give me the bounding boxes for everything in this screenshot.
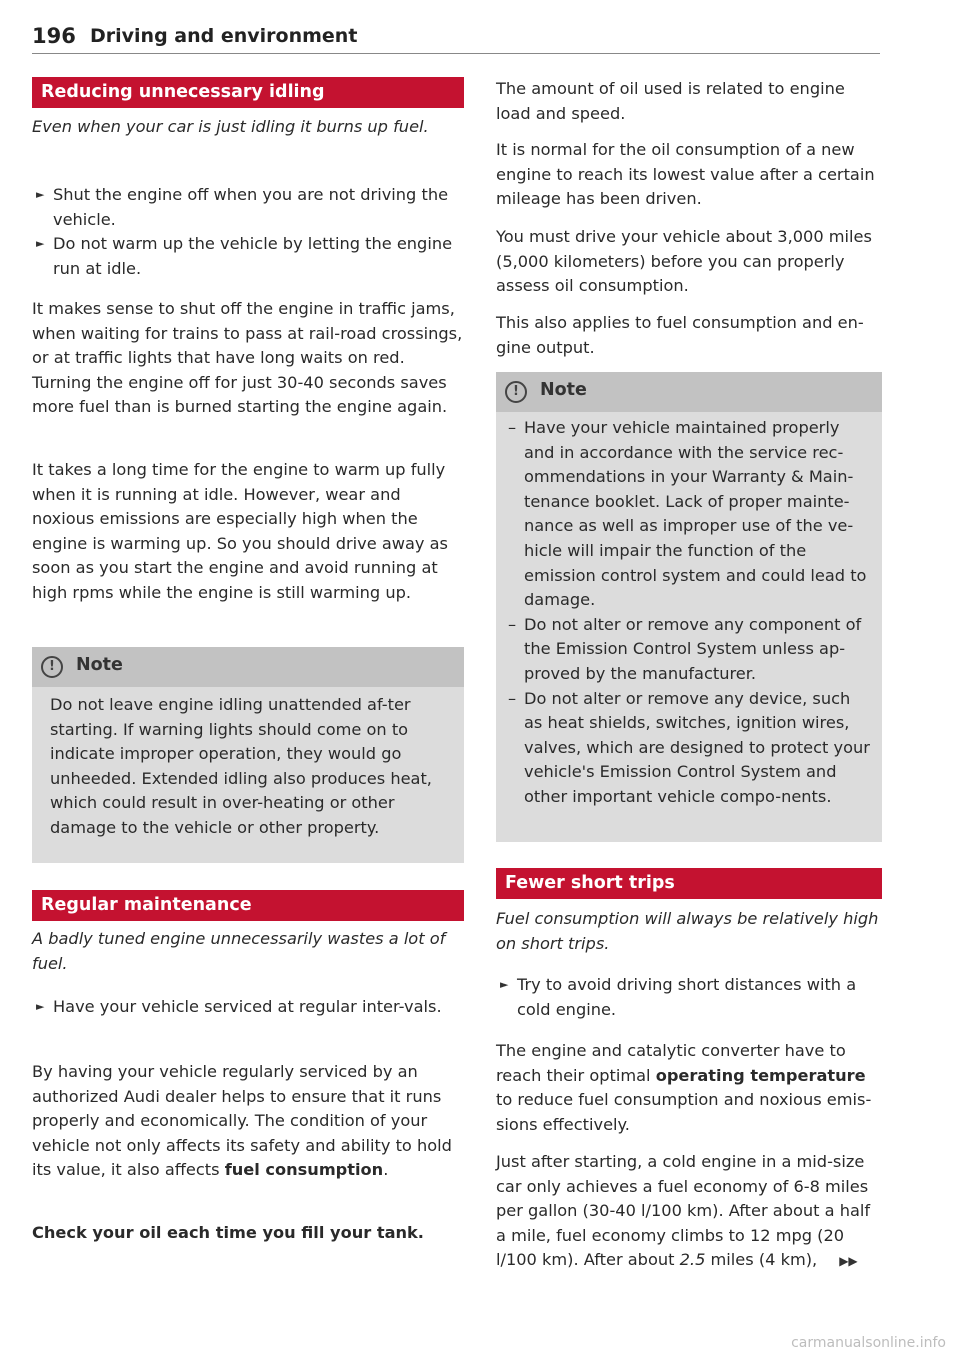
list-item: ► Shut the engine off when you are not driving the vehicle. — [36, 185, 449, 229]
watermark: carmanualsonline.info — [791, 1335, 946, 1351]
paragraph: The engine and catalytic converter have to reach their optimal operating temperature to reduce fuel consumption and noxious emis-sions effectively. — [496, 1041, 872, 1134]
list-item: – Have your vehicle maintained properly and in accordance with the service rec-ommendations in your Warranty & Main-tenance booklet. Lack of proper mainte-nance as well as improper use of the ve-hicle will impair the function of the emission control system and could lead to damage. — [508, 418, 867, 610]
note-list — [508, 416, 870, 810]
list-item: – Do not alter or remove any device, such as heat shields, switches, ignition wires, valves, which are designed to protect your vehicle's Emission Control System and other important vehicle compo-nents. — [508, 688, 870, 806]
paragraph: This also applies to fuel consumption and en-gine output. — [496, 313, 864, 357]
note-header — [32, 647, 464, 687]
list-item: ► Have your vehicle serviced at regular inter-vals. — [32, 995, 464, 1020]
note-title: Note — [76, 655, 123, 675]
header-divider — [32, 53, 880, 54]
note-box — [496, 372, 882, 842]
bullet-arrow-icon: ► — [36, 1000, 45, 1013]
paragraph: By having your vehicle regularly serviced by an authorized Audi dealer helps to ensure that it runs properly and economically. The condition of your vehicle not only affects its safety and ability to hold its value, it also affects fuel consumption. — [32, 1062, 452, 1180]
info-circle-icon: ! — [41, 656, 63, 678]
list-item: – Do not alter or remove any component of the Emission Control System unless ap-proved by the manufacturer. — [508, 614, 862, 683]
section-heading-idling: Reducing unnecessary idling — [32, 77, 464, 108]
section-intro-idling: Even when your car is just idling it burns up fuel. — [32, 117, 429, 136]
paragraph-bold: Check your oil each time you fill your tank. — [32, 1223, 424, 1242]
paragraph: You must drive your vehicle about 3,000 miles (5,000 kilometers) before you can properly assess oil consumption. — [496, 227, 872, 296]
note-text: Do not leave engine idling unattended af-ter starting. If warning lights should come on to indicate improper operation, they would go unheeded. Extended idling also produces heat, which could result in over-heating or other damage to the vehicle or other property. — [50, 695, 432, 837]
bullet-arrow-icon: ► — [36, 237, 45, 250]
list-item: ► Try to avoid driving short distances with a cold engine. — [500, 975, 857, 1019]
chapter-title: Driving and environment — [90, 25, 358, 47]
paragraph: Just after starting, a cold engine in a mid-size car only achieves a fuel economy of 6-8 miles per gallon (30-40 l/100 km). After about a half a mile, fuel economy climbs to 12 mpg (20 l/100 km). After about 2.5 miles (4 km), ▶▶ — [496, 1152, 871, 1270]
section-intro-short-trips: Fuel consumption will always be relatively high on short trips. — [496, 909, 879, 953]
continued-arrow-icon: ▶▶ — [839, 1254, 858, 1269]
page-header — [32, 24, 880, 54]
paragraph: It takes a long time for the engine to warm up fully when it is running at idle. However, wear and noxious emissions are especially high when the engine is warming up. So you should drive away as soon as you start the engine and avoid running at high rpms while the engine is still warming up. — [32, 460, 448, 602]
section-heading-maintenance: Regular maintenance — [32, 890, 464, 921]
paragraph: It makes sense to shut off the engine in traffic jams, when waiting for trains to pass at rail-road crossings, or at traffic lights that have long waits on red. Turning the engine off for just 30-40 seconds saves more fuel than is burned starting the engine again. — [32, 299, 463, 417]
section-intro-maintenance: A badly tuned engine unnecessarily wastes a lot of fuel. — [32, 929, 446, 973]
page-number: 196 — [32, 24, 76, 48]
note-header — [496, 372, 882, 412]
note-title: Note — [540, 380, 587, 400]
bullet-arrow-icon: ► — [500, 978, 509, 991]
note-box — [32, 647, 464, 863]
paragraph: It is normal for the oil consumption of a new engine to reach its lowest value after a certain mileage has been driven. — [496, 140, 875, 209]
info-circle-icon: ! — [505, 381, 527, 403]
bullet-arrow-icon: ► — [36, 188, 45, 201]
list-item: ► Do not warm up the vehicle by letting the engine run at idle. — [36, 234, 453, 278]
section-heading-short-trips: Fewer short trips — [496, 868, 882, 899]
paragraph: The amount of oil used is related to engine load and speed. — [496, 79, 845, 123]
